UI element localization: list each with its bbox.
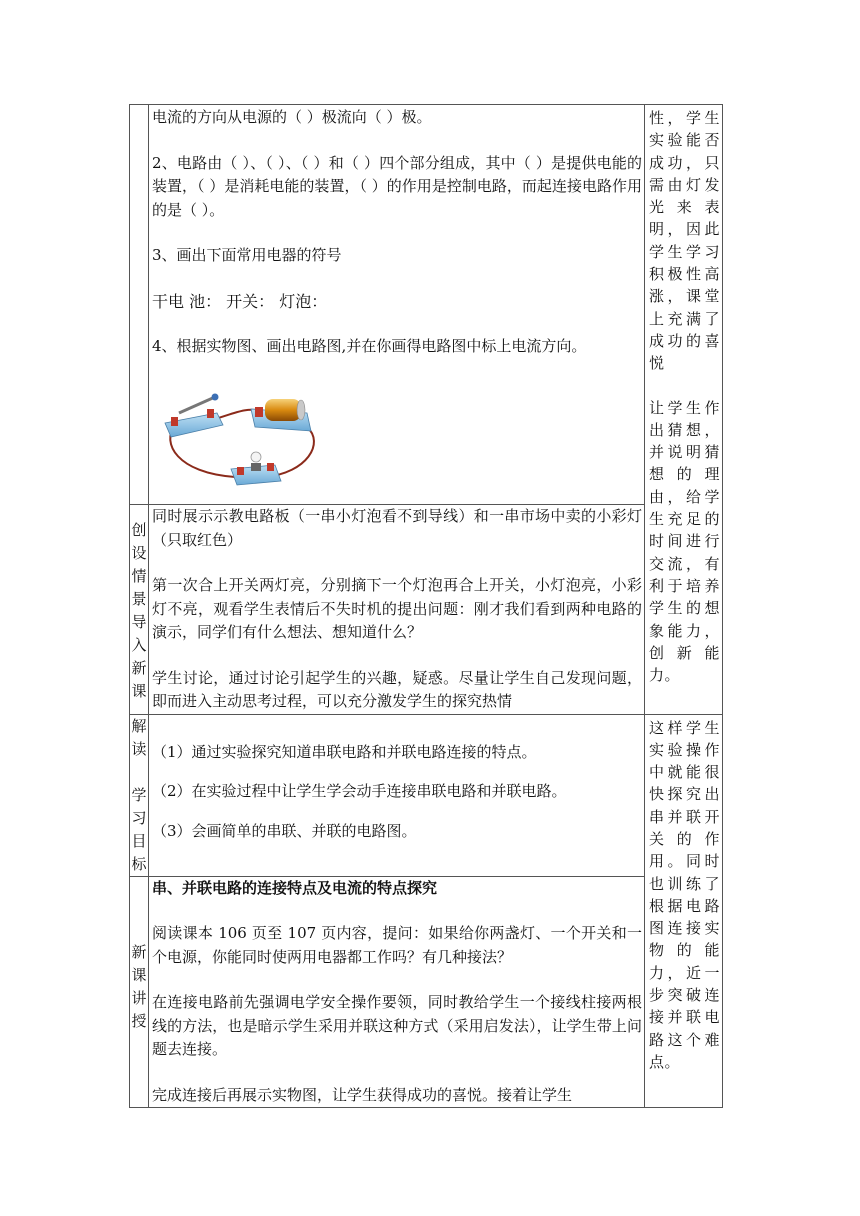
content-cell (149, 505, 645, 715)
note-cell (645, 105, 723, 715)
objective-item: （3）会画简单的串联、并联的电路图。 (152, 821, 417, 840)
paragraph: 阅读课本 106 页至 107 页内容，提问：如果给你两盏灯、一个开关和一个电源，你能同时使两用电器都工作吗？有几种接法？ (152, 924, 642, 966)
teaching-note: 让学生作出猜想，并说明猜想的理由，给学生充足的时间进行交流，有利于培养学生的想象能力，创新能力。 (649, 398, 720, 685)
lesson-plan-table (129, 104, 723, 1108)
teaching-note: 这样学生实验操作中就能很快探究出串并联开关的作用。同时也训练了根据电路图连接实物的能力，近一步突破连接并联电路这个难点。 (649, 718, 720, 1071)
section-heading: 串、并联电路的连接特点及电流的特点探究 (152, 878, 438, 897)
objective-item: （1）通过实验探究知道串联电路和并联电路连接的特点。 (152, 742, 537, 761)
row-label: 新 课 讲 授 (131, 942, 147, 1030)
teaching-note: 性，学生实验能否成功，只需由灯发光来表明，因此学生学习积极性高涨，课堂上充满了成功的喜悦 (649, 109, 720, 373)
question-line: 4、根据实物图、画出电路图,并在你画得电路图中标上电流方向。 (152, 337, 587, 355)
table-row (130, 876, 723, 1108)
paragraph: 第一次合上开关两灯亮，分别摘下一个灯泡再合上开关，小灯泡亮，小彩灯不亮，观看学生表情后不失时机的提出问题：刚才我们看到两种电路的演示，同学们有什么想法、想知道什么？ (152, 576, 642, 641)
content-cell (149, 714, 645, 876)
paragraph: 同时展示示教电路板（一串小灯泡看不到导线）和一串市场中卖的小彩灯（只取红色） (152, 507, 642, 549)
row-label-cell (130, 714, 149, 876)
row-label-cell (130, 505, 149, 715)
table-row (130, 714, 723, 876)
paragraph: 在连接电路前先强调电学安全操作要领，同时教给学生一个接线柱接两根线的方法，也是暗示学生采用并联这种方式（采用启发法），让学生带上问题去连接。 (152, 993, 642, 1058)
row-label: 解 读 学 习 目 标 (131, 716, 147, 873)
question-line: 3、画出下面常用电器的符号 (152, 246, 342, 264)
row-label: 创 设 情 景 导 入 新 课 (131, 521, 147, 700)
table-row (130, 105, 723, 505)
row-label-cell (130, 876, 149, 1108)
paragraph: 学生讨论，通过讨论引起学生的兴趣，疑惑。尽量让学生自己发现问题，即而进入主动思考过程，可以充分激发学生的探究热情 (152, 668, 642, 710)
question-line: 干电 池： 开关： 灯泡： (152, 291, 328, 311)
table-row (130, 505, 723, 715)
content-cell (149, 876, 645, 1108)
paragraph: 完成连接后再展示实物图，让学生获得成功的喜悦。接着让学生 (152, 1085, 573, 1104)
content-cell (149, 105, 645, 505)
question-line: 2、电路由（ ）、（ ）、（ ）和（ ）四个部分组成，其中（ ）是提供电能的装置，（ ）是消耗电能的装置，（ ）的作用是控制电路，而起连接电路作用的是（ ）。 (152, 153, 642, 219)
circuit-photo (157, 373, 325, 491)
question-line: 电流的方向从电源的（ ）极流向（ ）极。 (152, 108, 432, 126)
note-cell (645, 714, 723, 1108)
objective-item: （2）在实验过程中让学生学会动手连接串联电路和并联电路。 (152, 782, 567, 800)
row-label-cell (130, 105, 149, 505)
